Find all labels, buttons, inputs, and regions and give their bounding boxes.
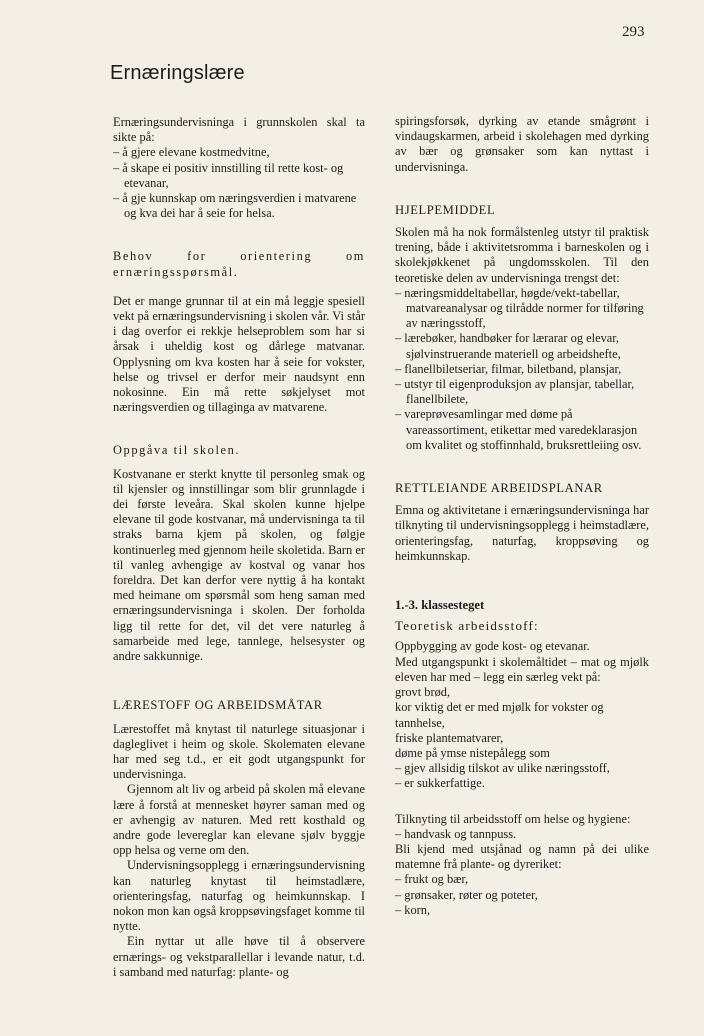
paragraph-tilknyting: Tilknyting til arbeidsstoff om helse og hygiene:	[395, 811, 631, 826]
section-heading-laerestoff: LÆRESTOFF OG ARBEIDSMÅTAR	[113, 698, 323, 713]
page-number: 293	[622, 24, 645, 40]
subheading-teoretisk: Teoretisk arbeidsstoff:	[395, 618, 539, 634]
text-line: grovt brød,	[395, 685, 451, 700]
list-item: – korn,	[395, 902, 431, 917]
paragraph-laerestoff-2: Gjennom alt liv og arbeid på skolen må elevane lære å forstå at mennesket høyrer saman med og er avhengig av naturen. Med rett kosthald og andre gode levereglar kan elevane sjølv byggje opp helsa og verne om den.	[113, 782, 365, 858]
text-line: kor viktig det er med mjølk for vokster og tannhelse,	[395, 700, 604, 730]
section-heading-oppgava: Oppgåva til skolen.	[113, 443, 241, 458]
list-item: – handvask og tannpuss.	[395, 826, 517, 841]
paragraph-rettleiande: Emna og aktivitetane i ernæringsundervisninga har tilknyting til undervisningsopplegg i heimstadlære, orienteringsfag, naturfag, kroppsøving og heimkunnskap.	[395, 503, 649, 563]
intro-text: Ernæringsundervisninga i grunnskolen skal ta sikte på:	[113, 115, 365, 145]
list-item: – flanellbiletseriar, filmar, biletband, plansjar,	[395, 361, 622, 376]
list-item: – frukt og bær,	[395, 872, 469, 887]
section-heading-behov: Behov for orientering om ernæringsspørsmål.	[113, 249, 365, 279]
section-heading-hjelpemiddel: HJELPEMIDDEL	[395, 202, 496, 217]
paragraph-hjelpemiddel: Skolen må ha nok formålstenleg utstyr til praktisk trening, både i aktivitetsromma i barneskolen og i skolekjøkkenet på ungdomsskolen. Til den teoretiske delen av undervisninga trengst det:	[395, 225, 649, 285]
right-column	[395, 114, 649, 918]
list-item: – vareprøvesamlingar med døme på vareassortiment, etikettar med varedeklarasjon om kvalitet og stoffinnhald, bruksrettleiing osv.	[395, 407, 642, 452]
text-line: Med utgangspunkt i skolemåltidet – mat og mjølk eleven har med – legg ein særleg vekt på:	[395, 654, 649, 684]
paragraph-laerestoff-4: Ein nyttar ut alle høve til å observere ernærings- og vekstparallellar i levande natur, t.d. i samband med naturfag: plante- og	[113, 934, 365, 979]
text-line: døme på ymse nistepålegg som	[395, 745, 550, 760]
list-item: – næringsmiddeltabellar, høgde/vekt-tabellar, matvareanalysar og tilrådde normer for tilføring av næringsstoff,	[395, 285, 644, 331]
left-column	[113, 115, 365, 980]
list-item: – å gje kunnskap om næringsverdien i matvarene og kva dei har å seie for helsa.	[113, 191, 357, 221]
section-heading-rettleiande: RETTLEIANDE ARBEIDSPLANAR	[395, 481, 603, 496]
section-heading-klassesteget: 1.-3. klassesteget	[395, 598, 485, 613]
page-title: Ernæringslære	[110, 62, 245, 84]
paragraph-laerestoff-3: Undervisningsopplegg i ernæringsundervisning kan naturleg knytast til heimstadlære, orienteringsfag, naturfag og heimkunnskap. I nokon mon kan også kroppsøvingsfaget komme til nytte.	[113, 858, 365, 934]
paragraph-behov: Det er mange grunnar til at ein må leggje spesiell vekt på ernæringsundervisning i skolen vår. Vi står i dag overfor ei rekkje helseproblem som har si årsak i uheldig kost og dårlege matvanar. Opplysning om kva kosten har å seie for vokster, helse og trivsel er derfor meir naudsynt enn nokosinne. Ein må rette søkjelyset mot næringsverdien og tillaginga av matvarene.	[113, 293, 365, 415]
list-item: – å gjere elevane kostmedvitne,	[113, 145, 270, 160]
list-item: – utstyr til eigenproduksjon av plansjar, tabellar, flanellbilete,	[395, 377, 635, 407]
text-line: friske plantematvarer,	[395, 730, 504, 745]
list-item: – grønsaker, røter og poteter,	[395, 887, 538, 902]
paragraph-continued: spiringsforsøk, dyrking av etande smågrønt i vindaugskarmen, arbeid i skolehagen med dyrking av bær og grønsaker som kan nyttast i undervisninga.	[395, 114, 649, 174]
list-item: – gjev allsidig tilskot av ulike næringsstoff,	[395, 761, 610, 776]
paragraph-oppgava: Kostvanane er sterkt knytte til personleg smak og til kjensler og innstillingar som blir grunnlagde i dei første leveåra. Skal skolen kunne hjelpe elevane til gode kostvanar, må undervisninga ta til straks barna kjem på skolen, og følgje kontinuerleg med gjennom heile skoletida. Barn er til vanleg avhengige av kostval og vanar hos foreldra. Det kan derfor vere nyttig å ha kontakt med heimane om spørsmål som heng saman med ernæringsundervisninga i skolen. Der forholda ligg til rette for det, vil det vere naturleg å samarbeide med lege, tannlege, helsesyster og andre sakkunnige.	[113, 466, 365, 664]
paragraph-laerestoff-1: Lærestoffet må knytast til naturlege situasjonar i dagleglivet i heim og skole. Skolematen elevane har med seg t.d., er eit godt utgangspunkt for undervisninga.	[113, 721, 365, 782]
text-line: Oppbygging av gode kost- og etevanar.	[395, 639, 590, 654]
paragraph-bli-kjend: Bli kjend med utsjånad og namn på dei ulike matemne frå plante- og dyreriket:	[395, 841, 649, 872]
list-item: – å skape ei positiv innstilling til rette kost- og etevanar,	[113, 160, 344, 190]
list-item: – lærebøker, handbøker for lærarar og elevar, sjølvinstruerande materiell og arbeidshefte,	[395, 331, 621, 361]
list-item: – er sukkerfattige.	[395, 776, 485, 791]
